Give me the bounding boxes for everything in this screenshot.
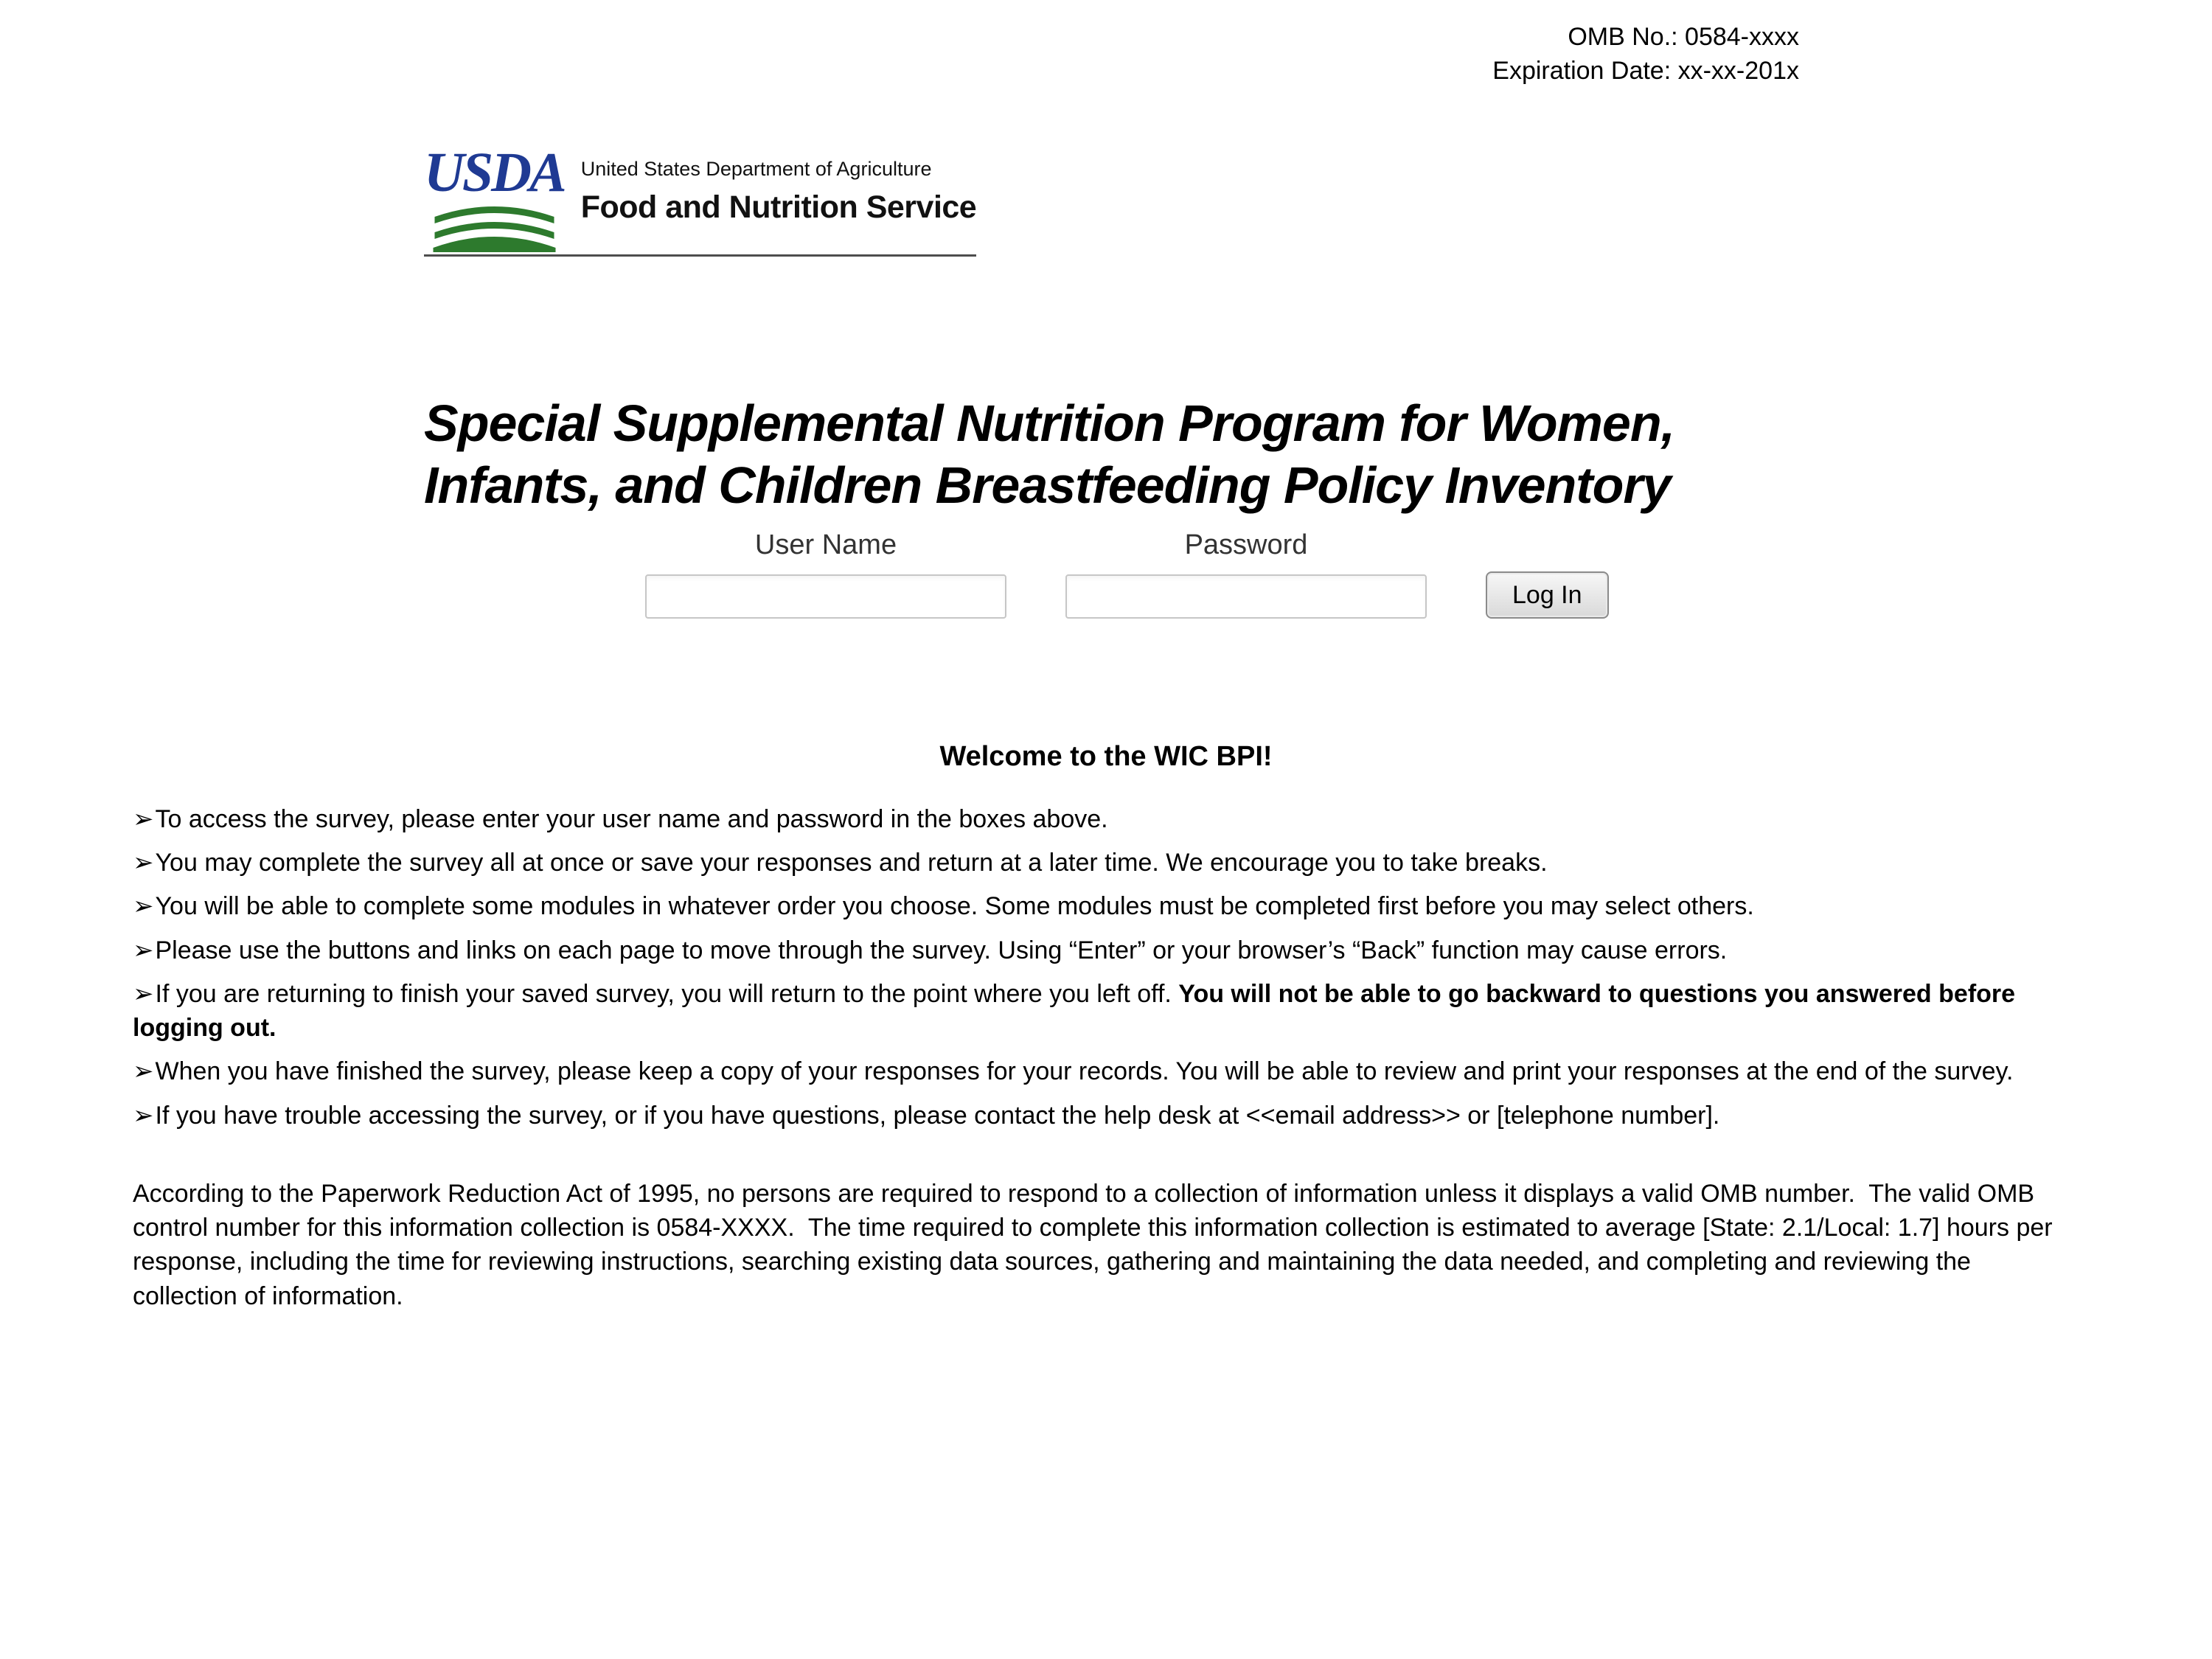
bullet-text: You may complete the survey all at once or save your responses and return at a later time. We encourage you to take breaks.	[155, 849, 1548, 877]
password-input[interactable]	[1065, 574, 1427, 619]
arrow-bullet-icon: ➢	[133, 892, 154, 921]
password-label: Password	[1184, 529, 1308, 560]
page-title-line-2: Infants, and Children Breastfeeding Policy Inventory	[424, 456, 1671, 514]
omb-header	[1492, 21, 1799, 88]
arrow-bullet-icon: ➢	[133, 1101, 154, 1130]
arrow-bullet-icon: ➢	[133, 936, 154, 964]
bullet-text: To access the survey, please enter your user name and password in the boxes above.	[155, 805, 1108, 833]
usda-logo	[424, 142, 977, 257]
bullet-item	[133, 1099, 2079, 1133]
bullet-text: You will be able to complete some modules in whatever order you choose. Some modules must be completed first before you may select others.	[155, 892, 1754, 921]
username-input[interactable]	[645, 574, 1006, 619]
bullet-text: Please use the buttons and links on each page to move through the survey. Using “Enter” or your browser’s “Back” function may cause errors.	[155, 936, 1728, 964]
department-name: United States Department of Agriculture	[580, 158, 932, 180]
bullet-item	[133, 846, 2079, 880]
arrow-bullet-icon: ➢	[133, 1057, 154, 1086]
usda-wordmark: USDA	[424, 142, 565, 204]
usda-mark	[424, 142, 565, 252]
bullet-item	[133, 933, 2079, 967]
usda-swoosh-icon	[430, 201, 559, 252]
agency-name: Food and Nutrition Service	[580, 189, 977, 225]
page-title	[424, 392, 1884, 516]
arrow-bullet-icon: ➢	[133, 849, 154, 877]
bullet-item	[133, 889, 2079, 923]
bullet-text: When you have finished the survey, please keep a copy of your responses for your records. You will be able to review and print your responses at the end of the survey.	[155, 1057, 2014, 1086]
bullet-text: If you have trouble accessing the survey, or if you have questions, please contact the help desk at <<email address>> or [telephone number].	[155, 1101, 1720, 1130]
bullet-text-bold: You will not be able to go backward to questions you answered before logging out.	[133, 979, 2016, 1043]
instructions-section	[133, 802, 2079, 1313]
login-button[interactable]: Log In	[1486, 571, 1609, 619]
logo-text	[581, 146, 977, 226]
password-field-group	[1065, 529, 1427, 619]
omb-number: OMB No.: 0584-xxxx	[1568, 23, 1799, 51]
arrow-bullet-icon: ➢	[133, 805, 154, 833]
bullet-item	[133, 1054, 2079, 1088]
bullet-item	[133, 802, 2079, 836]
login-form	[645, 529, 1609, 619]
welcome-heading: Welcome to the WIC BPI!	[939, 741, 1273, 772]
bullet-text: If you are returning to finish your saved survey, you will return to the point where you left off.	[155, 979, 1179, 1008]
bullet-item	[133, 977, 2079, 1045]
expiration-date: Expiration Date: xx-xx-201x	[1492, 56, 1799, 85]
page-title-line-1: Special Supplemental Nutrition Program for Women,	[424, 394, 1675, 452]
arrow-bullet-icon: ➢	[133, 979, 154, 1008]
username-label: User Name	[754, 529, 897, 560]
paperwork-reduction-notice: According to the Paperwork Reduction Act of 1995, no persons are required to respond to a collection of information unless it displays a valid OMB number. The valid OMB control number for this information collection is 0584-XXXX. The time required to complete this information collection is estimated to average [State: 2.1/Local: 1.7] hours per response, including the time for reviewing instructions, searching existing data sources, gathering and maintaining the data needed, and completing and reviewing the collection of information.	[133, 1179, 2060, 1310]
username-field-group	[645, 529, 1006, 619]
